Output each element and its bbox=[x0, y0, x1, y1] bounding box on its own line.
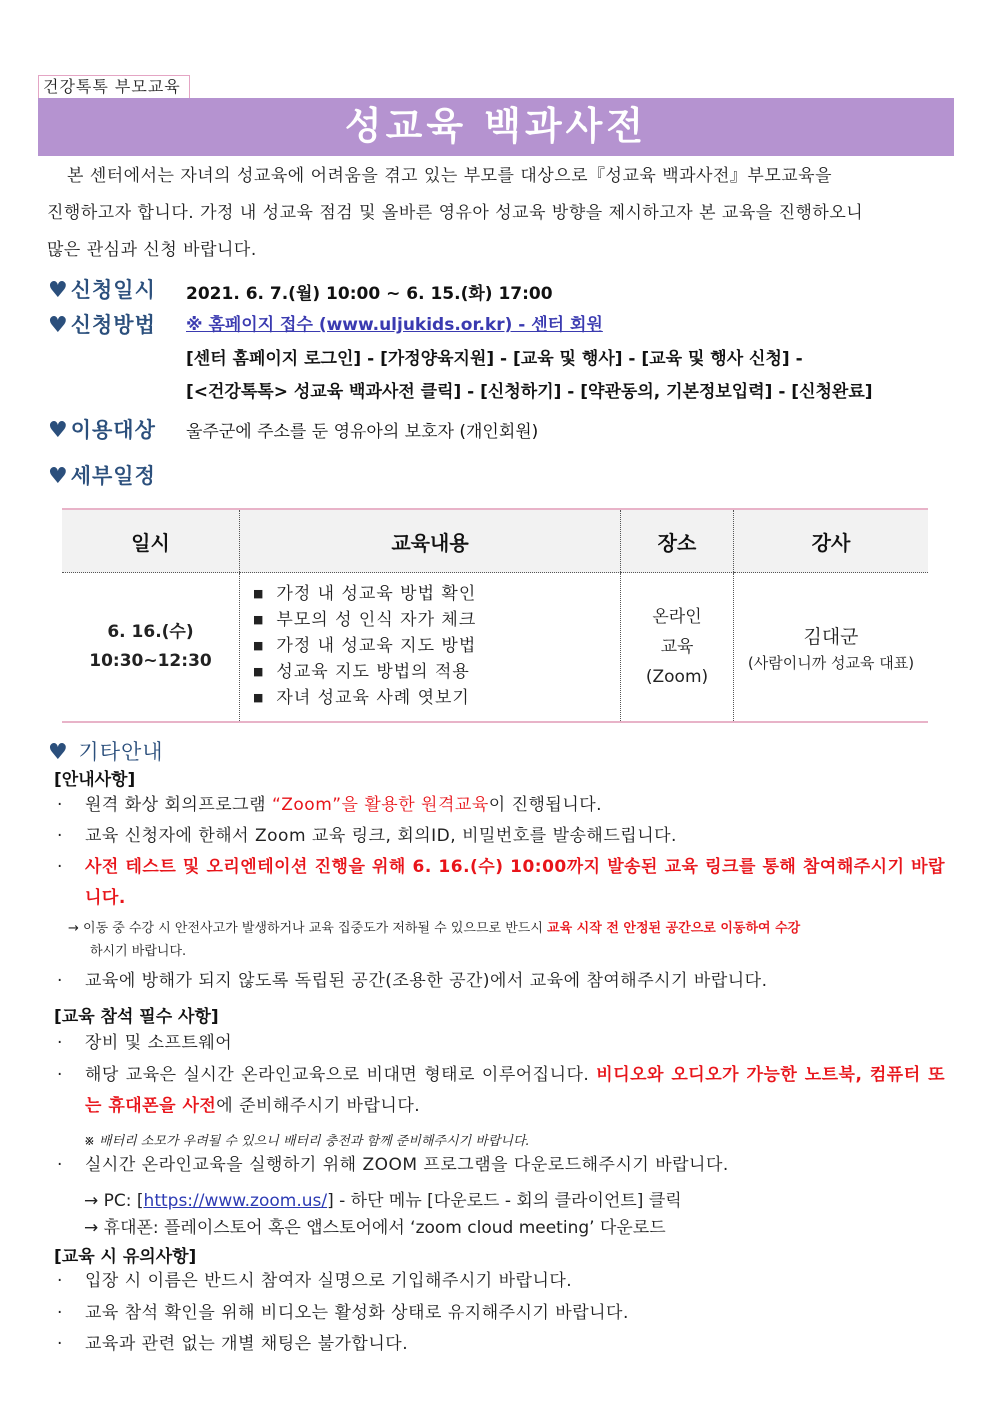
notice-item-4: · 교육에 방해가 되지 않도록 독립된 공간(조용한 공간)에서 교육에 참여해주시기 바랍니다. bbox=[57, 966, 945, 997]
bullet-dot: · bbox=[57, 1155, 63, 1175]
schedule-label: 세부일정 bbox=[70, 464, 156, 488]
target-value: 울주군에 주소를 둔 영유아의 보호자 (개인회원) bbox=[186, 422, 539, 442]
zoom-download-link[interactable]: https://www.zoom.us/ bbox=[143, 1191, 328, 1211]
table-row bbox=[62, 573, 928, 723]
apply-period-value: 2021. 6. 7.(월) 10:00 ~ 6. 15.(화) 17:00 bbox=[186, 284, 553, 304]
caution-item-1: · 입장 시 이름은 반드시 참여자 실명으로 기입해주시기 바랍니다. bbox=[57, 1266, 945, 1297]
requirements-title: [교육 참석 필수 사항] bbox=[54, 1007, 219, 1027]
heart-icon: ♥ bbox=[48, 740, 69, 765]
battery-note: ※ 배터리 소모가 우려될 수 있으니 배터리 충전과 함께 준비해주시기 바랍니다. bbox=[84, 1134, 530, 1149]
notice-item-3: · 사전 테스트 및 오리엔테이션 진행을 위해 6. 16.(수) 10:00까지 발송된 교육 링크를 통해 참여해주시기 바랍니다. bbox=[57, 852, 945, 914]
intro-line-2: 진행하고자 합니다. 가정 내 성교육 점검 및 올바른 영유아 성교육 방향을 제시하고자 본 교육을 진행하오니 bbox=[47, 203, 864, 223]
list-item: ■ 가정 내 성교육 방법 확인 bbox=[277, 582, 619, 608]
apply-period-heading bbox=[48, 274, 156, 304]
notice-item-3-note: → 이동 중 수강 시 안전사고가 발생하거나 교육 집중도가 저하될 수 있으므로 반드시 교육 시작 전 안정된 공간으로 이동하여 수강 bbox=[68, 921, 801, 936]
bullet-dot: · bbox=[57, 1271, 63, 1291]
cell-place bbox=[621, 573, 734, 723]
heart-icon: ♥ bbox=[48, 278, 69, 303]
bullet-dot: · bbox=[57, 857, 63, 877]
etc-heading bbox=[48, 736, 164, 766]
col-header-content: 교육내용 bbox=[240, 509, 621, 573]
homepage-link[interactable]: ※ 홈페이지 접수 (www.uljukids.or.kr) - 센터 회원 bbox=[186, 315, 603, 335]
bullet-dot: · bbox=[57, 1334, 63, 1354]
apply-method-heading bbox=[48, 309, 156, 339]
session-date: 6. 16.(수) bbox=[107, 622, 194, 642]
apply-steps-line-2: [<건강톡톡> 성교육 백과사전 클릭] - [신청하기] - [약관동의, 기본정보입력] - [신청완료] bbox=[186, 382, 873, 402]
intro-line-3: 많은 관심과 신청 바랍니다. bbox=[47, 240, 257, 260]
apply-steps-line-1: [센터 홈페이지 로그인] - [가정양육지원] - [교육 및 행사] - [교육 및 행사 신청] - bbox=[186, 349, 803, 369]
place-line-3: (Zoom) bbox=[645, 667, 709, 687]
bullet-dot: · bbox=[57, 1033, 63, 1053]
requirement-item-3: · 실시간 온라인교육을 실행하기 위해 ZOOM 프로그램을 다운로드해주시기 바랍니다. bbox=[57, 1150, 945, 1181]
notice-item-1: · 원격 화상 회의프로그램 “Zoom”을 활용한 원격교육이 진행됩니다. bbox=[57, 790, 945, 821]
caution-item-2: · 교육 참석 확인을 위해 비디오는 활성화 상태로 유지해주시기 바랍니다. bbox=[57, 1298, 945, 1329]
requirement-item-1: · 장비 및 소프트웨어 bbox=[57, 1028, 945, 1059]
etc-label: 기타안내 bbox=[78, 740, 164, 764]
cell-content bbox=[240, 573, 621, 723]
content-list bbox=[241, 582, 619, 712]
schedule-heading bbox=[48, 460, 156, 490]
place-line-2: 교육 bbox=[660, 637, 694, 657]
bullet-dot: · bbox=[57, 1065, 63, 1085]
intro-paragraph bbox=[47, 158, 945, 269]
bullet-dot: · bbox=[57, 1303, 63, 1323]
list-item: ■ 자녀 성교육 사례 엿보기 bbox=[277, 686, 619, 712]
requirement-item-2: · 해당 교육은 실시간 온라인교육으로 비대면 형태로 이루어집니다. 비디오와 오디오가 가능한 노트북, 컴퓨터 또는 휴대폰을 사전에 준비해주시기 바랍니다. bbox=[57, 1060, 945, 1122]
apply-period-label: 신청일시 bbox=[70, 278, 156, 302]
notice-item-3-note-cont: 하시기 바랍니다. bbox=[90, 944, 187, 959]
instructor-affiliation: (사람이니까 성교육 대표) bbox=[747, 653, 915, 672]
caution-title: [교육 시 유의사항] bbox=[54, 1247, 197, 1267]
apply-method-label: 신청방법 bbox=[70, 313, 156, 337]
col-header-datetime: 일시 bbox=[62, 509, 240, 573]
notice-title: [안내사항] bbox=[54, 770, 136, 790]
pc-download-instruction: → PC: [https://www.zoom.us/] - 하단 메뉴 [다운로드 - 회의 클라이언트] 클릭 bbox=[84, 1191, 682, 1211]
heart-icon: ♥ bbox=[48, 313, 69, 338]
place-line-1: 온라인 bbox=[652, 607, 702, 627]
intro-line-1: 본 센터에서는 자녀의 성교육에 어려움을 겪고 있는 부모를 대상으로『성교육 백과사전』부모교육을 bbox=[67, 166, 833, 186]
bullet-dot: · bbox=[57, 795, 63, 815]
schedule-table bbox=[62, 508, 928, 723]
col-header-place: 장소 bbox=[621, 509, 734, 573]
col-header-instructor: 강사 bbox=[734, 509, 929, 573]
bullet-dot: · bbox=[57, 971, 63, 991]
instructor-name: 김대군 bbox=[803, 625, 859, 648]
bullet-dot: · bbox=[57, 826, 63, 846]
heart-icon: ♥ bbox=[48, 464, 69, 489]
cell-datetime bbox=[62, 573, 240, 723]
list-item: ■ 성교육 지도 방법의 적용 bbox=[277, 660, 619, 686]
list-item: ■ 부모의 성 인식 자가 체크 bbox=[277, 608, 619, 634]
target-heading bbox=[48, 414, 156, 444]
list-item: ■ 가정 내 성교육 지도 방법 bbox=[277, 634, 619, 660]
category-tag: 건강톡톡 부모교육 bbox=[38, 75, 190, 98]
session-time: 10:30~12:30 bbox=[89, 651, 212, 671]
cell-instructor bbox=[734, 573, 929, 723]
heart-icon: ♥ bbox=[48, 418, 69, 443]
phone-download-instruction: → 휴대폰: 플레이스토어 혹은 앱스토어에서 ‘zoom cloud meeting’ 다운로드 bbox=[84, 1218, 666, 1238]
caution-item-3: · 교육과 관련 없는 개별 채팅은 불가합니다. bbox=[57, 1329, 945, 1360]
notice-item-2: · 교육 신청자에 한해서 Zoom 교육 링크, 회의ID, 비밀번호를 발송해드립니다. bbox=[57, 821, 945, 852]
target-label: 이용대상 bbox=[70, 418, 156, 442]
page-title: 성교육 백과사전 bbox=[38, 98, 954, 156]
